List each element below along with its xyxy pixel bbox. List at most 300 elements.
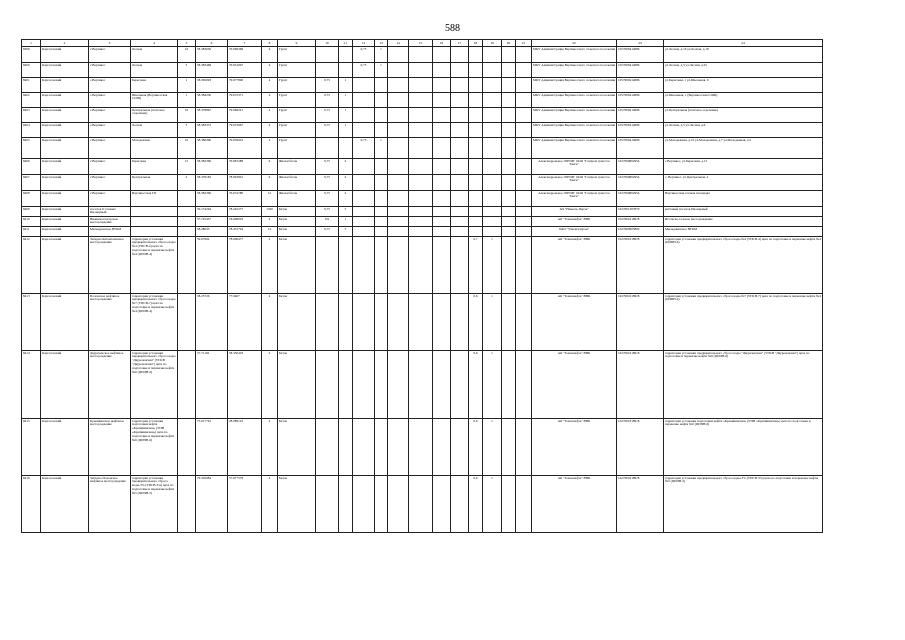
table-cell bbox=[409, 123, 433, 138]
column-number: 5 bbox=[178, 40, 196, 47]
table-cell bbox=[178, 191, 196, 207]
table-cell bbox=[409, 207, 433, 217]
table-cell bbox=[483, 207, 502, 217]
table-cell: Береговая bbox=[131, 78, 178, 93]
table-cell: территория установки предварительного сброса воды "Двуреченская" (УПСВ "Двуреченская") цеха по подготовке и перекачке нефти №6 (ЦППН-6) bbox=[131, 351, 178, 419]
table-cell bbox=[451, 217, 469, 227]
table-cell bbox=[353, 108, 375, 123]
table-cell bbox=[516, 93, 532, 108]
table-cell: 1 bbox=[483, 419, 502, 476]
table-cell: 6 bbox=[262, 159, 278, 175]
table-cell: Бетон bbox=[278, 227, 316, 237]
data-table bbox=[21, 39, 823, 533]
table-cell bbox=[451, 175, 469, 191]
table-cell: 8403 bbox=[22, 108, 41, 123]
table-cell: 2 bbox=[262, 237, 278, 294]
table-cell: 1027000862954 bbox=[617, 191, 664, 207]
table-cell bbox=[409, 78, 433, 93]
table-cell bbox=[178, 237, 196, 294]
table-cell bbox=[516, 175, 532, 191]
table-cell bbox=[516, 108, 532, 123]
table-cell: 1027001618918 bbox=[617, 217, 664, 227]
table-cell: 5 bbox=[339, 207, 353, 217]
table-cell: 8411 bbox=[22, 227, 41, 237]
table-cell: 75.017742 bbox=[196, 419, 228, 476]
table-row bbox=[22, 419, 823, 476]
table-cell: 78.006477 bbox=[228, 237, 262, 294]
column-number: 4 bbox=[131, 40, 178, 47]
table-row bbox=[22, 237, 823, 294]
table-cell bbox=[339, 294, 353, 351]
table-cell: 4 bbox=[262, 47, 278, 63]
table-cell: с.Вертикос bbox=[89, 78, 131, 93]
table-cell: 8400 bbox=[22, 63, 41, 78]
table-cell bbox=[353, 78, 375, 93]
table-cell: 58.386390 bbox=[196, 138, 228, 159]
table-cell: 58.28635 bbox=[196, 227, 228, 237]
table-cell: Каргасокский bbox=[41, 217, 89, 227]
table-cell: с.Вертикос bbox=[89, 175, 131, 191]
table-cell: 58.382360 bbox=[196, 159, 228, 175]
table-cell bbox=[388, 175, 409, 191]
table-cell bbox=[516, 351, 532, 419]
table-cell: 0,9 bbox=[469, 351, 483, 419]
table-cell bbox=[433, 419, 451, 476]
table-cell: 0,75 bbox=[316, 78, 339, 93]
table-cell: Каргасокский bbox=[41, 476, 89, 533]
table-cell bbox=[502, 207, 516, 217]
column-number: 6 bbox=[196, 40, 228, 47]
table-cell bbox=[483, 217, 502, 227]
table-cell bbox=[483, 123, 502, 138]
column-number: 21 bbox=[516, 40, 532, 47]
table-cell: территория установки предварительного сброса воды №4 (УПСВ-4) цеха по подготовке и перекачке нефти №4 (ЦППН-4) bbox=[131, 237, 178, 294]
table-cell: 1027000862954 bbox=[617, 159, 664, 175]
table-cell bbox=[502, 63, 516, 78]
table-cell: Каргасокский bbox=[41, 138, 89, 159]
table-cell: Бетон bbox=[278, 217, 316, 227]
table-cell bbox=[353, 217, 375, 227]
table-cell bbox=[131, 217, 178, 227]
table-cell bbox=[433, 207, 451, 217]
table-cell: 76.608003 bbox=[228, 217, 262, 227]
table-cell: Каргасокский bbox=[41, 419, 89, 476]
table-cell bbox=[502, 47, 516, 63]
column-number: 23 bbox=[617, 40, 664, 47]
table-cell: 2 bbox=[339, 191, 353, 207]
table-cell bbox=[502, 108, 516, 123]
table-cell: 2 bbox=[339, 159, 353, 175]
table-row bbox=[22, 351, 823, 419]
table-cell: 12 bbox=[262, 227, 278, 237]
table-row bbox=[22, 159, 823, 175]
table-cell bbox=[388, 78, 409, 93]
table-cell: ул.Береговая, 1 ул.Школьная, 9 bbox=[664, 78, 823, 93]
table-cell: Александровское ЛПУМГ ООО "Газпром трансгаз Томск" bbox=[532, 191, 617, 207]
table-cell: 77.0407 bbox=[228, 294, 262, 351]
table-cell bbox=[483, 159, 502, 175]
column-number: 7 bbox=[228, 40, 262, 47]
table-cell bbox=[516, 47, 532, 63]
table-cell bbox=[388, 217, 409, 227]
table-cell bbox=[469, 175, 483, 191]
table-cell bbox=[502, 419, 516, 476]
table-cell: 15 bbox=[178, 159, 196, 175]
table-cell: 10 bbox=[178, 138, 196, 159]
table-cell bbox=[375, 351, 388, 419]
table-cell bbox=[388, 47, 409, 63]
table-cell bbox=[433, 159, 451, 175]
table-cell bbox=[339, 419, 353, 476]
table-cell bbox=[388, 476, 409, 533]
column-number: 20 bbox=[502, 40, 516, 47]
table-cell: с.Вертикос bbox=[89, 47, 131, 63]
table-cell: территория установки предварительного сброса воды-3% (УПСВ-3%) цеха по подготовке и перекачке нефти №5 (ЦППН-5) bbox=[664, 476, 823, 533]
table-cell: Железобетон bbox=[278, 159, 316, 175]
table-cell bbox=[316, 47, 339, 63]
table-cell bbox=[433, 227, 451, 237]
table-cell: 59.67992 bbox=[196, 237, 228, 294]
table-cell: АО "Томскнефть" ВНК bbox=[532, 351, 617, 419]
table-cell bbox=[451, 159, 469, 175]
table-cell: Полонское нефтяное месторождение bbox=[89, 294, 131, 351]
table-cell: 10 bbox=[178, 108, 196, 123]
table-cell bbox=[375, 123, 388, 138]
table-cell: территория установки предварительного сброса воды-3% (УПСВ-3%) цеха по подготовке и перекачке нефти №5 (ЦППН-5) bbox=[131, 476, 178, 533]
column-number: 18 bbox=[469, 40, 483, 47]
table-cell bbox=[409, 217, 433, 227]
table-cell: 1 bbox=[483, 476, 502, 533]
table-cell: Бетон bbox=[278, 419, 316, 476]
table-cell bbox=[409, 476, 433, 533]
table-cell bbox=[502, 191, 516, 207]
table-cell: 8406 bbox=[22, 159, 41, 175]
table-cell: 6 bbox=[262, 175, 278, 191]
table-cell bbox=[316, 476, 339, 533]
table-cell bbox=[516, 294, 532, 351]
table-cell bbox=[433, 191, 451, 207]
table-cell: 1027001618918 bbox=[617, 237, 664, 294]
table-cell: 1027000905860 bbox=[617, 227, 664, 237]
table-cell: Грунт bbox=[278, 78, 316, 93]
table-row bbox=[22, 63, 823, 78]
table-cell bbox=[451, 191, 469, 207]
table-cell: 1057000414686 bbox=[617, 123, 664, 138]
table-cell: 58.383372 bbox=[196, 123, 228, 138]
column-number: 19 bbox=[483, 40, 502, 47]
table-cell: 58.365093 bbox=[196, 78, 228, 93]
table-cell: 5 bbox=[178, 123, 196, 138]
table-cell: Бетон bbox=[278, 351, 316, 419]
table-cell bbox=[451, 419, 469, 476]
table-cell bbox=[353, 175, 375, 191]
table-cell: 78.431744 bbox=[228, 227, 262, 237]
table-cell bbox=[316, 419, 339, 476]
table-cell bbox=[375, 78, 388, 93]
table-cell: 16 bbox=[178, 47, 196, 63]
table-cell: АО "Навьеть-Перль" bbox=[532, 207, 617, 217]
table-cell: Молодежная bbox=[131, 138, 178, 159]
table-cell bbox=[353, 159, 375, 175]
table-cell bbox=[339, 138, 353, 159]
table-cell bbox=[375, 207, 388, 217]
table-cell bbox=[516, 78, 532, 93]
table-cell: 57.677579 bbox=[228, 476, 262, 533]
table-cell: Грунт bbox=[278, 63, 316, 78]
table-cell bbox=[388, 63, 409, 78]
table-cell bbox=[433, 47, 451, 63]
table-cell: 28.089122 bbox=[228, 419, 262, 476]
table-cell: 79.669368 bbox=[228, 47, 262, 63]
column-number: 12 bbox=[353, 40, 375, 47]
table-cell: с. Вертикос, ул.Центральная, 2 bbox=[664, 175, 823, 191]
table-cell: 0,75 bbox=[316, 227, 339, 237]
table-cell: МКУ Администрация Вертикосского сельского поселения bbox=[532, 138, 617, 159]
table-cell: Каргасокский bbox=[41, 191, 89, 207]
table-cell bbox=[433, 217, 451, 227]
table-cell: Лесная bbox=[131, 47, 178, 63]
table-cell: МКУ Администрация Вертикосского сельского поселения bbox=[532, 78, 617, 93]
table-cell: 1 bbox=[483, 351, 502, 419]
table-cell bbox=[388, 419, 409, 476]
table-cell bbox=[388, 207, 409, 217]
table-cell bbox=[178, 227, 196, 237]
table-cell bbox=[388, 227, 409, 237]
table-cell: с.Вертикос bbox=[89, 159, 131, 175]
table-cell: 8401 bbox=[22, 78, 41, 93]
table-cell bbox=[409, 351, 433, 419]
column-number: 14 bbox=[388, 40, 409, 47]
table-cell bbox=[469, 227, 483, 237]
table-cell: 8399 bbox=[22, 47, 41, 63]
table-cell: 8409 bbox=[22, 207, 41, 217]
table-cell: Каргасокский bbox=[41, 175, 89, 191]
table-cell bbox=[433, 351, 451, 419]
table-cell: Игольско-таловое месторождение bbox=[664, 217, 823, 227]
column-number: 3 bbox=[89, 40, 131, 47]
table-cell bbox=[353, 476, 375, 533]
table-cell bbox=[316, 351, 339, 419]
table-cell: Бетон bbox=[278, 237, 316, 294]
table-cell: с.Вертикос bbox=[89, 108, 131, 123]
table-cell bbox=[388, 191, 409, 207]
table-cell bbox=[516, 138, 532, 159]
table-cell: Каргасокский bbox=[41, 108, 89, 123]
table-cell: МКУ Администрация Вертикосского сельского поселения bbox=[532, 108, 617, 123]
table-cell: ул.Лесная, д.16 ул.Лесная, д.18 bbox=[664, 47, 823, 63]
table-cell bbox=[375, 476, 388, 533]
table-cell bbox=[375, 419, 388, 476]
table-cell: территория установки подготовки нефти «Крапивинская» (УПН «Крапивинская») цеха по подготовке и перекачке нефти №6 (ЦППН-6) bbox=[131, 419, 178, 476]
table-cell: МКУ Администрация Вертикосского сельского поселения bbox=[532, 63, 617, 78]
table-cell bbox=[516, 237, 532, 294]
table-cell: 78.245277 bbox=[228, 207, 262, 217]
table-cell: Грунт bbox=[278, 93, 316, 108]
column-number: 16 bbox=[433, 40, 451, 47]
table-cell bbox=[353, 294, 375, 351]
table-cell: МКУ Администрация Вертикосского сельского поселения bbox=[532, 123, 617, 138]
table-cell: 79.669221 bbox=[228, 108, 262, 123]
table-cell: 1057000414686 bbox=[617, 63, 664, 78]
table-cell: 1057000414686 bbox=[617, 138, 664, 159]
column-number: 11 bbox=[339, 40, 353, 47]
table-cell: 8402 bbox=[22, 93, 41, 108]
table-cell bbox=[375, 159, 388, 175]
table-cell bbox=[433, 294, 451, 351]
table-cell bbox=[469, 138, 483, 159]
table-cell: 78.993991 bbox=[228, 175, 262, 191]
table-cell bbox=[178, 351, 196, 419]
table-cell: территория установки подготовки нефти «Крапивинская» (УПН «Крапивинская») цеха по подготовке и перекачке нефти №6 (ЦППН-6) bbox=[664, 419, 823, 476]
table-cell: 58.378867 bbox=[196, 108, 228, 123]
table-row bbox=[22, 78, 823, 93]
table-cell bbox=[502, 78, 516, 93]
table-cell bbox=[375, 93, 388, 108]
table-cell bbox=[388, 159, 409, 175]
table-row bbox=[22, 138, 823, 159]
table-cell: Каргасокский bbox=[41, 159, 89, 175]
table-cell bbox=[516, 63, 532, 78]
table-row bbox=[22, 294, 823, 351]
table-cell: АО "Томскнефть" ВНК bbox=[532, 294, 617, 351]
table-cell: 58.383656 bbox=[196, 47, 228, 63]
table-cell bbox=[409, 47, 433, 63]
page-number: 588 bbox=[445, 23, 460, 34]
column-number: 8 bbox=[262, 40, 278, 47]
table-cell bbox=[388, 108, 409, 123]
column-number: 2 bbox=[41, 40, 89, 47]
table-cell: 1 bbox=[339, 78, 353, 93]
table-row bbox=[22, 93, 823, 108]
table-cell bbox=[409, 108, 433, 123]
table-cell bbox=[502, 476, 516, 533]
table-cell bbox=[433, 93, 451, 108]
table-cell bbox=[502, 175, 516, 191]
table-cell bbox=[516, 419, 532, 476]
table-cell bbox=[178, 217, 196, 227]
column-number: 1 bbox=[22, 40, 41, 47]
table-cell: территория установки предварительного сброса воды №4 (УПСВ-4) цеха по подготовке и перекачке нефти №4 (ЦППН-4) bbox=[664, 237, 823, 294]
table-cell: 0,75 bbox=[353, 63, 375, 78]
table-cell: 0,75 bbox=[353, 138, 375, 159]
table-cell: Западно-Полонское нефтяное месторождение bbox=[89, 476, 131, 533]
table-row bbox=[22, 108, 823, 123]
table-cell: 8415 bbox=[22, 419, 41, 476]
table-cell: с.Вертикос, ул.Береговая, д.15 bbox=[664, 159, 823, 175]
table-cell: 58.382360 bbox=[196, 191, 228, 207]
table-cell bbox=[353, 237, 375, 294]
column-number: 24 bbox=[664, 40, 823, 47]
table-cell: Каргасокский bbox=[41, 207, 89, 217]
table-cell bbox=[409, 294, 433, 351]
table-cell: 0,75 bbox=[353, 47, 375, 63]
table-cell: 4 bbox=[262, 476, 278, 533]
table-cell bbox=[353, 351, 375, 419]
table-row bbox=[22, 207, 823, 217]
table-cell: 0,75 bbox=[316, 93, 339, 108]
table-cell bbox=[375, 191, 388, 207]
table-cell bbox=[409, 159, 433, 175]
table-cell bbox=[388, 351, 409, 419]
table-cell: 0,75 bbox=[316, 159, 339, 175]
table-cell: 57.71192 bbox=[196, 351, 228, 419]
table-cell: 58.350418 bbox=[228, 351, 262, 419]
table-cell: 1 bbox=[178, 93, 196, 108]
table-cell bbox=[502, 138, 516, 159]
table-cell: Каргасокский bbox=[41, 47, 89, 63]
table-cell: Грунт bbox=[278, 123, 316, 138]
table-cell bbox=[353, 93, 375, 108]
table-row bbox=[22, 191, 823, 207]
table-cell: ОАО "Томскгазпром" bbox=[532, 227, 617, 237]
table-cell bbox=[451, 138, 469, 159]
table-cell: ул.Центральная (почтовое отделение) bbox=[664, 108, 823, 123]
table-cell bbox=[178, 294, 196, 351]
table-cell: 59.174264 bbox=[196, 207, 228, 217]
table-cell: Железобетон bbox=[278, 175, 316, 191]
table-cell: Двуреченское нефтяное месторождение bbox=[89, 351, 131, 419]
table-cell: 1057000414686 bbox=[617, 108, 664, 123]
table-cell: АО "Томскнефть" ВНК bbox=[532, 237, 617, 294]
table-cell bbox=[502, 159, 516, 175]
table-cell: 1 bbox=[339, 123, 353, 138]
table-cell: 8410 bbox=[22, 217, 41, 227]
table-cell: Малыдровское НТКМ bbox=[89, 227, 131, 237]
table-cell bbox=[409, 191, 433, 207]
table-cell bbox=[353, 123, 375, 138]
table-cell: Бетон bbox=[278, 294, 316, 351]
table-cell: 5 bbox=[339, 227, 353, 237]
table-cell: 1027001618918 bbox=[617, 419, 664, 476]
table-cell: Каргасокский bbox=[41, 123, 89, 138]
table-cell: 4 bbox=[262, 123, 278, 138]
table-cell: с.Вертикос bbox=[89, 191, 131, 207]
table-cell: 79.677800 bbox=[228, 78, 262, 93]
table-cell bbox=[469, 191, 483, 207]
table-cell bbox=[483, 93, 502, 108]
table-cell: 0,6 bbox=[469, 294, 483, 351]
table-cell bbox=[375, 294, 388, 351]
table-cell: 0,9 bbox=[469, 419, 483, 476]
column-number: 10 bbox=[316, 40, 339, 47]
table-cell bbox=[433, 138, 451, 159]
table-row bbox=[22, 217, 823, 227]
table-cell bbox=[433, 108, 451, 123]
table-cell bbox=[409, 237, 433, 294]
table-cell: АО "Томскнефть" ВНК bbox=[532, 476, 617, 533]
table-cell bbox=[516, 217, 532, 227]
table-cell: поселок 6 газовых Пионерный bbox=[89, 207, 131, 217]
table-cell: Каргасокский bbox=[41, 93, 89, 108]
table-cell bbox=[469, 217, 483, 227]
table-cell bbox=[433, 78, 451, 93]
table-cell: ул.Молодежная, д.10 ул.Молодежная, д.7 ул.Молодежная, д.5 bbox=[664, 138, 823, 159]
table-cell: 8416 bbox=[22, 476, 41, 533]
table-cell bbox=[353, 191, 375, 207]
table-cell bbox=[433, 63, 451, 78]
table-cell bbox=[375, 227, 388, 237]
column-number: 17 bbox=[451, 40, 469, 47]
table-row bbox=[22, 227, 823, 237]
table-cell: 1 bbox=[483, 294, 502, 351]
table-cell bbox=[451, 47, 469, 63]
table-cell: 0,75 bbox=[316, 175, 339, 191]
table-cell: Каргасокский bbox=[41, 237, 89, 294]
table-cell: 4 bbox=[262, 63, 278, 78]
table-cell bbox=[502, 123, 516, 138]
table-cell bbox=[516, 476, 532, 533]
table-cell: 58.378182 bbox=[196, 175, 228, 191]
